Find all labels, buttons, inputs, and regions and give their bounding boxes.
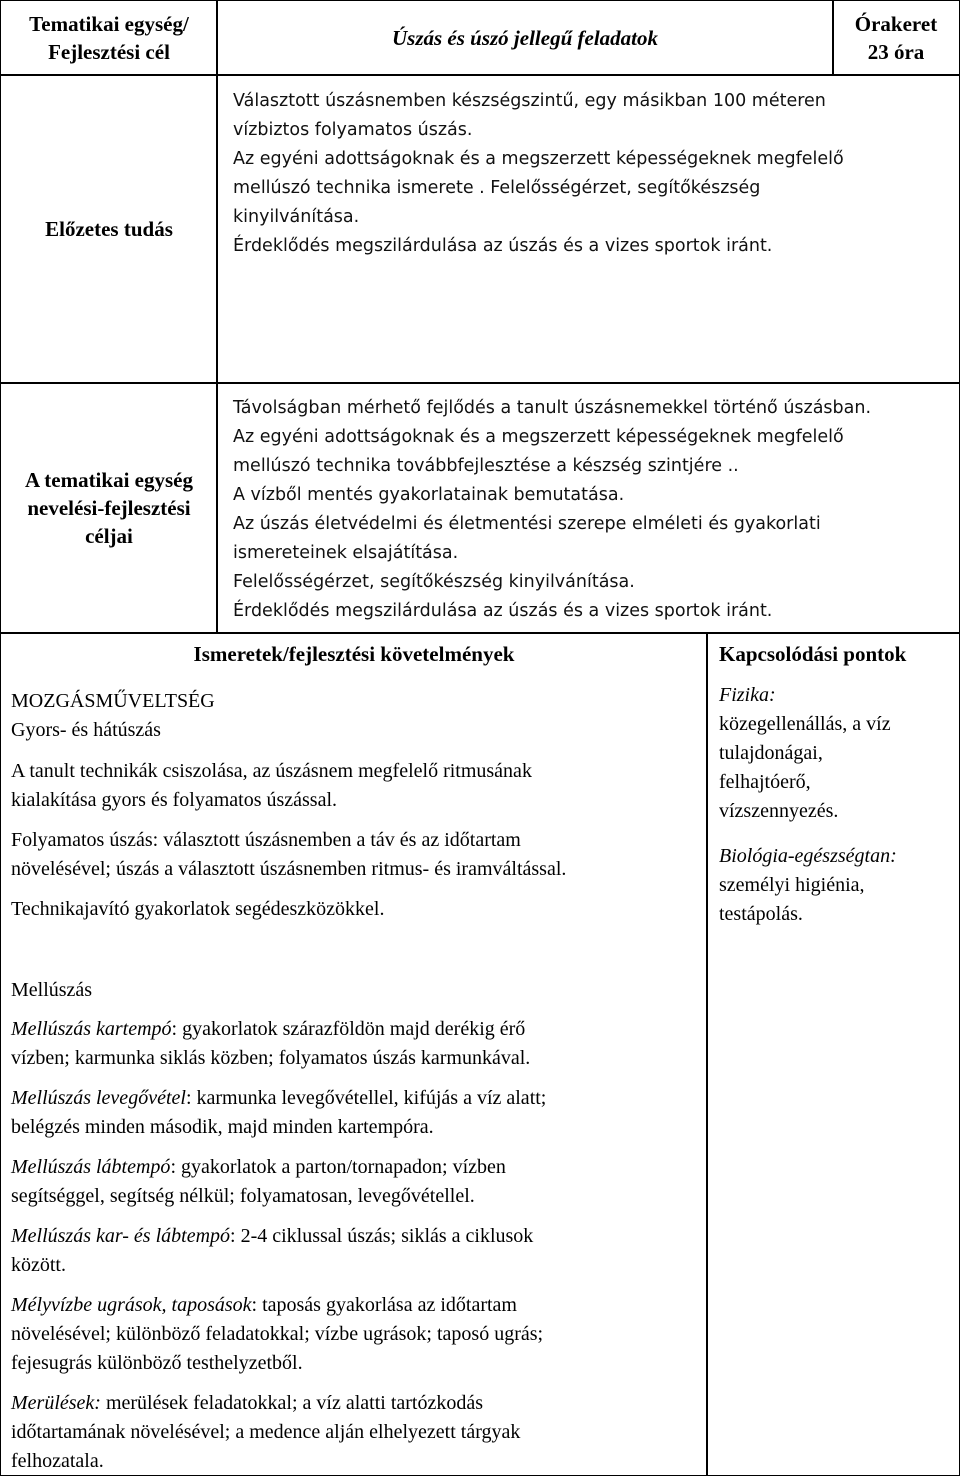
mell-title: Mellúszás [11,979,93,1001]
mell-item [11,1015,707,1073]
prior-line: mellúszó technika ismerete . Felelősségérzet, segítőkészség [233,178,761,198]
hours-label: Órakeret [854,12,938,36]
prior-line: Érdeklődés megszilárdulása az úszás és a vizes sportok iránt. [233,236,773,256]
req-text-line: A tanult technikák csiszolása, az úszásnem megfelelő ritmusának [11,760,532,782]
header-label-line2: Fejlesztési cél [48,40,170,64]
item-term: Mellúszás kar- és lábtempó [11,1225,231,1247]
req-text-line: Folyamatos úszás: választott úszásnemben a táv és az időtartam [11,829,521,851]
item-term: Mellúszás levegővétel [11,1087,186,1109]
item-text: növelésével; különböző feladatokkal; vízbe ugrások; taposó ugrás; [11,1323,544,1345]
section-title: MOZGÁSMŰVELTSÉG [11,690,215,712]
prior-line: Az egyéni adottságoknak és a megszerzett képességeknek megfelelő [233,149,844,169]
connection-line: tulajdonágai, [719,742,823,764]
connection-line: személyi higiénia, [719,874,865,896]
goal-line: Az egyéni adottságoknak és a megszerzett képességeknek megfelelő [233,427,844,447]
connections-heading: Kapcsolódási pontok [719,642,907,666]
goal-line: Távolságban mérhető fejlődés a tanult úszásnemekkel történő úszásban. [233,398,872,418]
req-text-line: kialakítása gyors és folyamatos úszással. [11,789,338,811]
prior-label: Előzetes tudás [45,217,173,241]
connection-line: közegellenállás, a víz [719,713,891,735]
physics-label: Fizika: [719,684,776,706]
goals-label-cell [0,382,218,634]
item-text: segítséggel, segítség nélkül; folyamatosan, levegővétellel. [11,1185,475,1207]
goal-line: ismereteinek elsajátítása. [233,543,459,563]
prior-content-cell [216,74,960,384]
goals-label-line1: A tematikai egység [25,468,193,492]
item-text: között. [11,1254,66,1276]
mell-item [11,1291,707,1378]
item-text: : karmunka levegővétellel, kifújás a víz alatt; [185,1087,547,1109]
mell-item [11,1084,707,1142]
item-text: időtartamának növelésével; a medence alján elhelyezett tárgyak [11,1421,521,1443]
prior-line: vízbiztos folyamatos úszás. [233,120,473,140]
item-text: : 2-4 ciklussal úszás; siklás a ciklusok [230,1225,534,1247]
topic-title: Úszás és úszó jellegű feladatok [391,26,658,50]
goal-line: Érdeklődés megszilárdulása az úszás és a vizes sportok iránt. [233,601,773,621]
goal-line: A vízből mentés gyakorlatainak bemutatása. [233,485,625,505]
connection-line: vízszennyezés. [719,800,839,822]
item-text: vízben; karmunka siklás közben; folyamatos úszás karmunkával. [11,1047,531,1069]
goals-content-cell [216,382,960,634]
item-text: : gyakorlatok a parton/tornapadon; vízben [170,1156,506,1178]
goal-line: Az úszás életvédelmi és életmentési szerepe elméleti és gyakorlati [233,514,821,534]
requirements-cell [0,632,708,1476]
header-topic-cell [216,0,834,76]
header-hours-cell [832,0,960,76]
goals-label-line2: nevelési-fejlesztési [27,496,191,520]
item-term: Mellúszás kartempó [11,1018,172,1040]
subsection-title: Gyors- és hátúszás [11,719,161,741]
mell-item [11,1222,707,1280]
mell-item [11,1389,707,1476]
biology-label: Biológia-egészségtan: [719,845,897,867]
item-text: : gyakorlatok szárazföldön majd derékig érő [171,1018,526,1040]
item-term: Mellúszás lábtempó [11,1156,171,1178]
item-term: Merülések: [11,1392,101,1414]
connections-cell [706,632,960,1476]
header-label-line1: Tematikai egység/ [29,12,189,36]
item-text: fejesugrás különböző testhelyzetből. [11,1352,303,1374]
prior-label-cell [0,74,218,384]
header-label-cell [0,0,218,76]
connection-line: testápolás. [719,903,803,925]
connection-line: felhajtóerő, [719,771,811,793]
goal-line: mellúszó technika továbbfejlesztése a készség szintjére .. [233,456,739,476]
item-text: : taposás gyakorlása az időtartam [251,1294,517,1316]
prior-line: Választott úszásnemben készségszintű, egy másikban 100 méteren [233,91,826,111]
mell-item [11,1153,707,1211]
item-text: belégzés minden második, majd minden kartempóra. [11,1116,434,1138]
requirements-heading: Ismeretek/fejlesztési követelmények [193,642,515,666]
goals-label-line3: céljai [85,524,133,548]
req-text-line: növelésével; úszás a választott úszásnemben ritmus- és iramváltással. [11,858,567,880]
req-text-line: Technikajavító gyakorlatok segédeszközökkel. [11,898,385,920]
hours-value: 23 óra [867,40,925,64]
item-term: Mélyvízbe ugrások, taposások [11,1294,252,1316]
prior-line: kinyilvánítása. [233,207,360,227]
item-text: merülések feladatokkal; a víz alatti tartózkodás [100,1392,484,1414]
item-text: felhozatala. [11,1450,104,1472]
goal-line: Felelősségérzet, segítőkészség kinyilvánítása. [233,572,635,592]
